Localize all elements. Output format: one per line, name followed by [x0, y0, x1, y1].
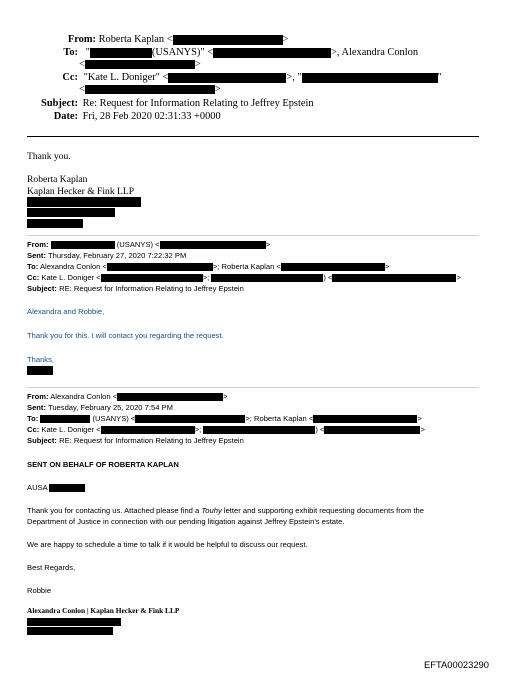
redaction-box [85, 60, 195, 69]
msg3-para1-line1: Thank you for contacting us. Attached please find a Touhy letter and supporting exhibit requesting documents from the [27, 506, 424, 515]
msg2-cc-label: Cc: [27, 273, 40, 282]
redaction-box [324, 426, 420, 434]
msg3-subject-row [27, 436, 244, 446]
msg3-ausa-row [27, 483, 85, 493]
redaction-box [85, 85, 215, 94]
msg2-to-row: To: Alexandra Conlon < >; Roberta Kaplan < > [27, 262, 390, 271]
redaction-box [101, 426, 195, 434]
msg2-body: Thank you for this. I will contact you regarding the request. [27, 331, 224, 340]
redaction-box [27, 627, 113, 635]
reply-signature-name: Roberta Kaplan [27, 174, 88, 185]
reply-signature-firm: Kaplan Hecker & Fink LLP [27, 186, 135, 197]
header-to-label: To: [63, 47, 78, 58]
redaction-box [281, 263, 385, 271]
redaction-box [302, 73, 438, 83]
message-divider [27, 235, 479, 236]
redaction-box [313, 415, 417, 423]
redaction-box [117, 393, 223, 401]
msg3-para1-line2: Department of Justice in connection with our pending litigation against Jeffrey Epstein's estate. [27, 517, 345, 526]
msg3-sent: Tuesday, February 25, 2020 7:54 PM [47, 403, 173, 412]
header-cc-row: Cc: "Kate L. Doniger" < >, " " [0, 71, 442, 84]
header-cc-label: Cc: [62, 72, 78, 83]
redaction-box [27, 366, 53, 375]
msg2-closing: Thanks, [27, 355, 55, 364]
redaction-box [27, 219, 83, 228]
msg3-from-row: From: Alexandra Conlon < > [27, 392, 228, 401]
msg2-sent-label: Sent: [27, 251, 46, 260]
redaction-box [213, 48, 331, 58]
msg2-sent-row [27, 251, 186, 261]
header-date-row [0, 110, 221, 123]
msg3-closing: Best Regards, [27, 563, 76, 572]
redaction-box [168, 73, 286, 83]
msg2-cc-row: Cc: Kate L. Doniger < >; ) < > [27, 273, 461, 282]
header-date-label: Date: [53, 111, 78, 122]
msg2-greeting: Alexandra and Robbie, [27, 307, 105, 316]
msg3-to-row: To: (USANYS) < >; Roberta Kaplan < > [27, 414, 422, 423]
msg2-subject-row [27, 284, 244, 294]
redaction-box [27, 618, 121, 626]
msg3-signature: Robbie [27, 586, 52, 595]
header-cc-row-2: < > [79, 84, 221, 95]
message-divider [27, 387, 479, 388]
msg3-signature-firm: Alexandra Conlon | Kaplan Hecker & Fink LLP [27, 606, 180, 615]
msg3-sent-label: Sent: [27, 403, 46, 412]
redaction-box [107, 263, 213, 271]
redaction-box [211, 274, 323, 282]
msg3-subject-label: Subject: [27, 436, 57, 445]
header-from-row: From: Roberta Kaplan < > [0, 33, 288, 46]
redaction-box [51, 241, 115, 249]
redaction-box [332, 274, 456, 282]
header-from-name: Roberta Kaplan < [98, 34, 173, 45]
msg2-from-row: From: (USANYS) < > [27, 240, 271, 249]
msg2-subject-label: Subject: [27, 284, 57, 293]
msg2-to-label: To: [27, 262, 39, 271]
msg3-behalf: SENT ON BEHALF OF ROBERTA KAPLAN [27, 460, 179, 469]
msg2-subject: RE: Request for Information Relating to Jeffrey Epstein [59, 284, 244, 293]
redaction-box [203, 426, 315, 434]
msg3-from-label: From: [27, 392, 49, 401]
header-to-usanys: (USANYS)" < [151, 47, 214, 58]
msg2-from-label: From: [27, 240, 49, 249]
header-to-mid: >, Alexandra Conlon [331, 47, 419, 58]
header-subject-row [0, 97, 314, 110]
header-subject-label: Subject: [41, 98, 78, 109]
msg3-to-label: To: [27, 414, 39, 423]
header-date: Fri, 28 Feb 2020 02:31:33 +0000 [82, 111, 221, 122]
reply-body: Thank you. [27, 151, 71, 162]
msg3-cc-row: Cc: Kate L. Doniger < >; ) < > [27, 425, 425, 434]
document-id: EFTA00023290 [424, 659, 489, 670]
redaction-box [160, 241, 266, 249]
redaction-box [173, 35, 283, 45]
msg2-sent: Thursday, February 27, 2020 7:22:32 PM [47, 251, 187, 260]
header-to-row-2: < > [79, 59, 201, 70]
redaction-box [40, 415, 90, 423]
header-subject: Re: Request for Information Relating to Jeffrey Epstein [82, 98, 314, 109]
redaction-box [49, 484, 85, 492]
redaction-box [101, 274, 203, 282]
redaction-box [27, 197, 141, 207]
redaction-box [27, 208, 115, 217]
msg3-para2: We are happy to schedule a time to talk if it would be helpful to discuss our request. [27, 540, 308, 549]
redaction-box [135, 415, 245, 423]
header-to-row: To: " (USANYS)" < >, Alexandra Conlon [0, 46, 418, 59]
msg3-sent-row [27, 403, 173, 413]
header-divider [27, 136, 479, 137]
msg3-cc-label: Cc: [27, 425, 40, 434]
redaction-box [90, 48, 152, 58]
msg3-touhy: Touhy [201, 506, 222, 515]
msg3-ausa: AUSA [27, 483, 48, 492]
header-cc-name: "Kate L. Doniger" < [83, 72, 169, 83]
msg3-subject: RE: Request for Information Relating to Jeffrey Epstein [59, 436, 244, 445]
header-from-label: From: [67, 34, 96, 45]
